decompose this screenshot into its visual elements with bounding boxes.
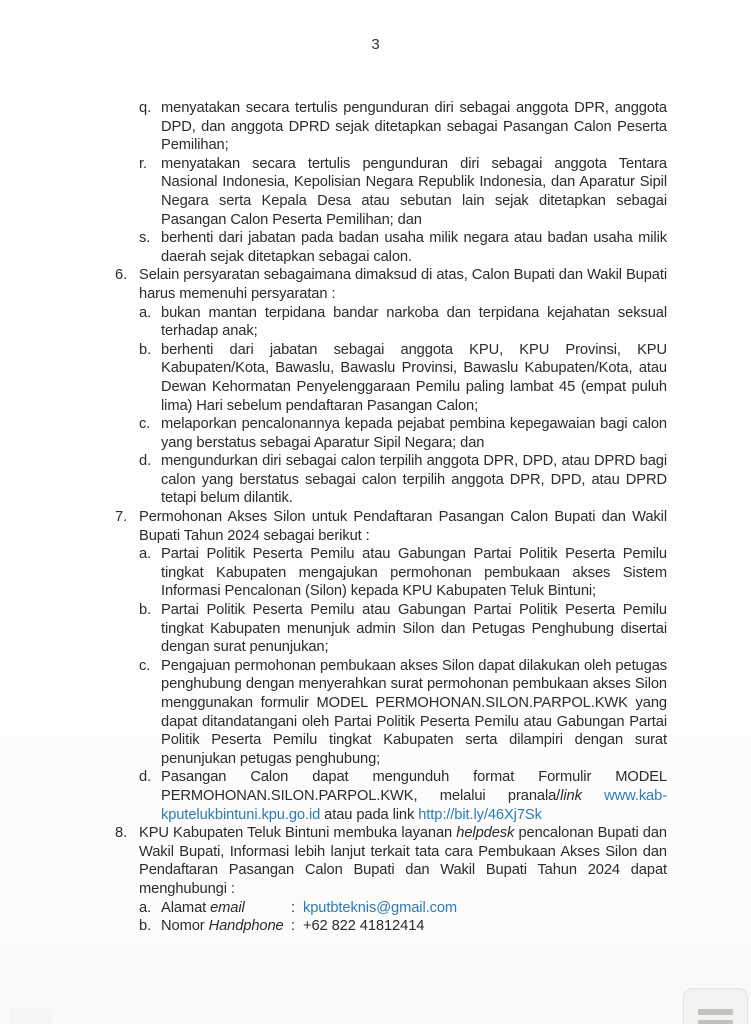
email-address-link[interactable]: kputbteknis@gmail.com (303, 899, 458, 916)
list-marker: a. (139, 899, 152, 916)
list-lines-icon (698, 1009, 733, 1015)
list-marker: d. (139, 453, 152, 470)
numbered-item-8 (115, 824, 667, 898)
item-8-intro (139, 824, 667, 898)
list-item-q (139, 99, 667, 155)
list-marker: 7. (115, 509, 128, 526)
item-6-intro: Selain persyaratan sebagaimana dimaksud di atas, Calon Bupati dan Wakil Bupati harus memenuhi persyaratan : (139, 267, 667, 302)
text-run: atau pada link (320, 806, 419, 823)
list-item-r (139, 155, 667, 229)
italic-text-link-word: link (560, 787, 582, 804)
list-marker: r. (139, 155, 147, 172)
list-item-7a (139, 545, 667, 601)
contact-row-email (139, 899, 667, 918)
list-item-s (139, 229, 667, 266)
list-item-text: menyatakan secara tertulis pengunduran diri sebagai anggota DPR, anggota DPD, dan anggota DPRD sejak ditetapkan sebagai Pasangan Calon Peserta Pemilihan; (161, 100, 667, 154)
list-item-text: mengundurkan diri sebagai calon terpilih anggota DPR, DPD, atau DPRD bagi calon yang berstatus sebagai calon terpilih anggota DPR, DPD, atau DPRD tetapi belum dilantik. (161, 453, 667, 507)
list-marker: b. (139, 602, 152, 619)
contact-colon: : (291, 899, 295, 916)
list-item-text: Partai Politik Peserta Pemilu atau Gabungan Partai Politik Peserta Pemilu tingkat Kabupaten menunjuk admin Silon dan Petugas Penghubung disertai dengan surat penunjukan; (161, 602, 667, 656)
list-item-text (161, 768, 667, 824)
list-item-6d (139, 452, 667, 508)
list-marker: d. (139, 769, 152, 786)
page-number: 3 (371, 36, 380, 53)
text-run: pencalonan Bupati dan Wakil Bupati, Informasi lebih lanjut terkait tata cara Pembukaan Akses Silon dan Pendaftaran Pasangan Calon Bupati dan Wakil Bupati Tahun 2024 dapat menghubungi : (139, 825, 667, 897)
list-item-text: berhenti dari jabatan pada badan usaha milik negara atau badan usaha milik daerah sejak ditetapkan sebagai calon. (161, 230, 667, 265)
italic-text-handphone: Handphone (208, 918, 284, 935)
contact-colon: : (291, 918, 295, 935)
list-item-7b (139, 601, 667, 657)
list-item-text: Pengajuan permohonan pembukaan akses Silon dapat dilakukan oleh petugas penghubung dengan menyerahkan surat permohonan pembukaan akses Silon menggunakan formulir MODEL PERMOHONAN.SILON.PARPOL.KWK yang dapat ditandatangani oleh Partai Politik Peserta Pemilu atau Gabungan Partai Politik Peserta Pemilu tingkat Kabupaten serta dilampiri dengan surat penunjukan petugas penghubung; (161, 657, 667, 767)
italic-text-email: email (210, 899, 245, 916)
list-marker: b. (139, 918, 152, 935)
text-run: KPU Kabupaten Teluk Bintuni membuka layanan (139, 825, 457, 842)
list-marker: a. (139, 546, 152, 563)
list-item-text: berhenti dari jabatan sebagai anggota KPU, KPU Provinsi, KPU Kabupaten/Kota, Bawaslu, Bawaslu Provinsi, Bawaslu Kabupaten/Kota, atau Dewan Kehormatan Penyelenggaraan Pemilu paling lambat 45 (empat puluh lima) Hari sebelum pendaftaran Pasangan Calon; (161, 341, 667, 414)
list-marker: 8. (115, 825, 128, 842)
phone-number: +62 822 41812414 (303, 918, 425, 935)
hyperlink-kab-kputelukbintuni[interactable]: www.kab-kputelukbintuni.kpu.go.id (161, 787, 667, 823)
list-item-text: melaporkan pencalonannya kepada pejabat pembina kepegawaian bagi calon yang berstatus sebagai Aparatur Sipil Negara; dan (161, 416, 667, 451)
contact-row-phone (139, 917, 667, 936)
list-item-7c (139, 657, 667, 769)
list-marker: c. (139, 416, 151, 433)
list-item-6c (139, 415, 667, 452)
list-item-6b (139, 341, 667, 415)
numbered-item-6 (115, 266, 667, 303)
list-lines-icon (698, 1020, 733, 1024)
contact-label (161, 899, 291, 918)
list-marker: c. (139, 657, 151, 674)
italic-text-helpdesk: helpdesk (456, 825, 515, 842)
list-item-text: menyatakan secara tertulis pengunduran diri sebagai anggota Tentara Nasional Indonesia, Kepolisian Negara Republik Indonesia, dan Aparatur Sipil Negara serta Kepala Desa atau sebutan lain sejak ditetapkan sebagai Pasangan Calon Peserta Pemilihan; dan (161, 155, 667, 228)
list-item-text: bukan mantan terpidana bandar narkoba dan terpidana kejahatan seksual terhadap anak; (161, 304, 667, 340)
numbered-item-7 (115, 508, 667, 545)
contact-label (161, 917, 291, 936)
list-marker: s. (139, 230, 151, 247)
list-item-text: Partai Politik Peserta Pemilu atau Gabungan Partai Politik Peserta Pemilu tingkat Kabupaten mengajukan permohonan pembukaan akses Sistem Informasi Pencalonan (Silon) kepada KPU Kabupaten Teluk Bintuni; (161, 546, 667, 600)
text-run: Alamat (161, 899, 211, 916)
list-marker: b. (139, 341, 152, 358)
text-run: Nomor (161, 918, 209, 935)
list-marker: q. (139, 100, 152, 116)
text-run: Pasangan Calon dapat mengunduh format Formulir MODEL PERMOHONAN.SILON.PARPOL.KWK, melalui pranala/ (161, 769, 667, 804)
list-button[interactable] (683, 988, 748, 1024)
cutoff-button-left[interactable] (10, 1008, 52, 1024)
list-marker: 6. (115, 267, 128, 284)
document-body (115, 99, 667, 936)
list-marker: a. (139, 304, 152, 321)
item-7-intro: Permohonan Akses Silon untuk Pendaftaran Pasangan Calon Bupati dan Wakil Bupati Tahun 2024 sebagai berikut : (139, 509, 667, 544)
hyperlink-bitly[interactable]: http://bit.ly/46Xj7Sk (418, 806, 542, 823)
list-item-6a (139, 304, 667, 341)
list-item-7d (139, 768, 667, 824)
